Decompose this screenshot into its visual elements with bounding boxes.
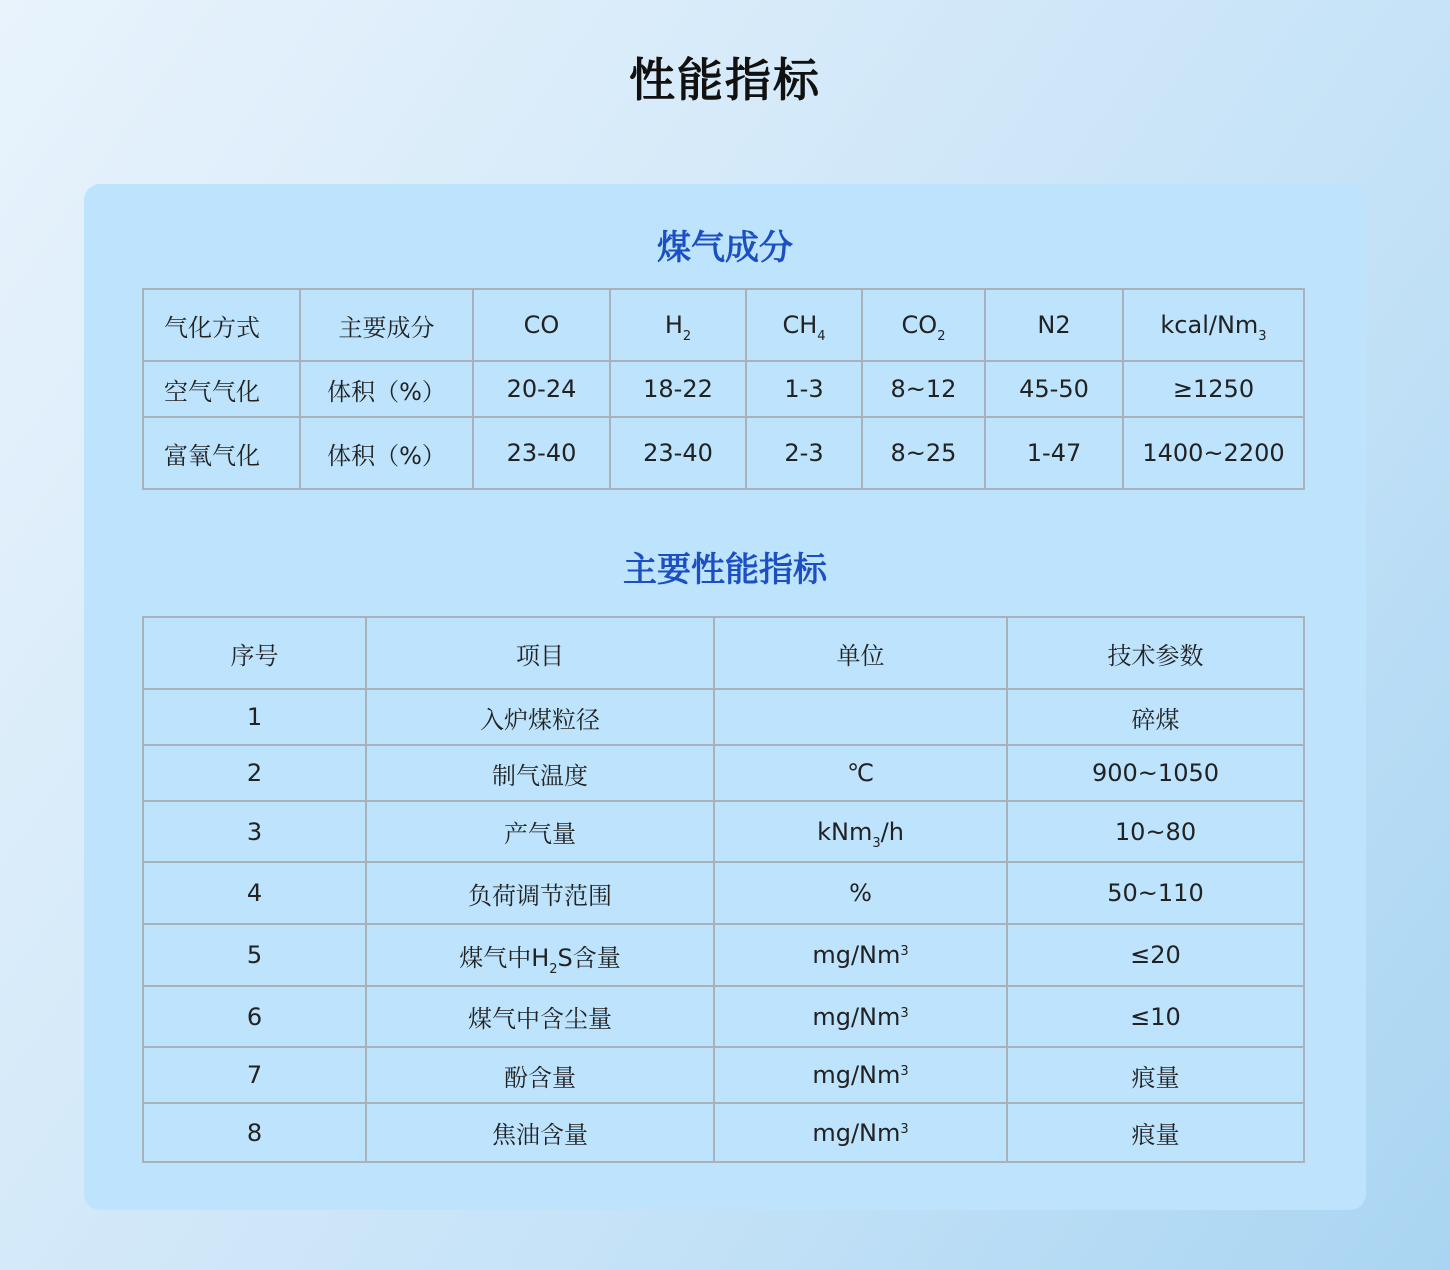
page-title: 性能指标 [629,53,821,107]
column-header-label: 气化方式 [164,313,260,342]
table-cell: 23-40 [610,417,746,489]
unit-label: mg/Nm [812,1002,901,1031]
item-cell [366,862,714,924]
column-header: 技术参数 [1007,617,1304,689]
table-cell: 8~25 [862,417,985,489]
value-cell: 900~1050 [1007,745,1304,801]
table-cell: 23-40 [473,417,610,489]
gas-composition-title: 煤气成分 [657,228,793,268]
row-number: 3 [143,801,366,862]
column-header [862,289,985,361]
table-cell: 体积（%） [300,361,473,417]
column-header [610,289,746,361]
column-header-label: CO [523,311,560,339]
value-cell: 痕量 [1007,1103,1304,1162]
item-label-suffix: S含量 [557,943,621,972]
item-label: 煤气中H [459,943,550,972]
value-cell: 碎煤 [1007,689,1304,745]
table-header-row [143,617,1304,689]
unit-cell [714,1047,1007,1103]
table-row [143,417,1304,489]
column-header-label: CO [901,311,938,339]
table-cell: 1400~2200 [1123,417,1304,489]
table-cell: 45-50 [985,361,1123,417]
row-number: 1 [143,689,366,745]
unit-label: mg/Nm [812,1118,901,1147]
item-label: 煤气中含尘量 [468,1005,612,1033]
item-cell [366,745,714,801]
row-number: 2 [143,745,366,801]
superscript: 3 [900,1005,909,1021]
table-cell: 1-3 [746,361,862,417]
column-header: 单位 [714,617,1007,689]
item-cell [366,801,714,862]
row-number: 5 [143,924,366,986]
value-cell: 50~110 [1007,862,1304,924]
table-row [143,361,1304,417]
table-cell: ≥1250 [1123,361,1304,417]
subscript: 3 [1258,329,1267,344]
item-cell [366,1103,714,1162]
column-header [143,289,300,361]
table-row [143,1103,1304,1162]
unit-label: ℃ [847,759,874,787]
performance-table [142,616,1305,1163]
table-cell: 1-47 [985,417,1123,489]
unit-cell [714,689,1007,745]
column-header [746,289,862,361]
superscript: 3 [900,944,909,959]
row-number: 7 [143,1047,366,1103]
value-cell: 10~80 [1007,801,1304,862]
item-label: 酚含量 [504,1063,576,1092]
item-label: 制气温度 [492,761,588,790]
row-number: 8 [143,1103,366,1162]
table-row [143,1047,1304,1103]
column-header [473,289,610,361]
gas-composition-table [142,288,1305,490]
column-header [1123,289,1304,361]
table-cell: 富氧气化 [143,417,300,489]
unit-suffix: /h [880,817,904,846]
value-cell: ≤10 [1007,986,1304,1047]
subscript: 2 [549,961,558,977]
row-number: 4 [143,862,366,924]
unit-cell [714,924,1007,986]
value-cell: 痕量 [1007,1047,1304,1103]
unit-cell [714,801,1007,862]
row-number: 6 [143,986,366,1047]
subscript: 3 [872,835,881,851]
unit-label: mg/Nm [812,1061,901,1089]
content-panel [84,184,1366,1210]
table-cell: 2-3 [746,417,862,489]
column-header: 项目 [366,617,714,689]
column-header [300,289,473,361]
unit-label: mg/Nm [812,941,901,969]
subscript: 2 [682,329,692,344]
subscript: 2 [937,329,946,344]
subscript: 4 [817,329,826,344]
item-cell [366,689,714,745]
column-header-label: 主要成分 [338,313,435,342]
item-label: 产气量 [504,820,576,848]
item-cell [366,986,714,1047]
table-row [143,689,1304,745]
table-cell: 体积（%） [300,417,473,489]
item-label: 入炉煤粒径 [480,705,600,734]
superscript: 3 [900,1064,909,1079]
unit-cell [714,986,1007,1047]
unit-cell [714,1103,1007,1162]
column-header: 序号 [143,617,366,689]
performance-title: 主要性能指标 [623,550,827,590]
unit-label: kNm [817,817,873,846]
table-row [143,986,1304,1047]
column-header-label: kcal/Nm [1160,311,1259,339]
column-header-label: N2 [1037,311,1071,339]
unit-label: % [849,879,872,907]
table-cell: 20-24 [473,361,610,417]
item-cell [366,1047,714,1103]
unit-cell [714,862,1007,924]
column-header-label: CH [782,311,818,339]
table-row [143,862,1304,924]
item-cell [366,924,714,986]
column-header-label: H [664,311,683,339]
table-cell: 8~12 [862,361,985,417]
value-cell: ≤20 [1007,924,1304,986]
unit-cell [714,745,1007,801]
item-label: 焦油含量 [492,1121,588,1149]
table-row [143,801,1304,862]
table-row [143,745,1304,801]
table-cell: 18-22 [610,361,746,417]
table-cell: 空气气化 [143,361,300,417]
superscript: 3 [900,1121,909,1137]
item-label: 负荷调节范围 [468,881,612,910]
table-header-row [143,289,1304,361]
table-row [143,924,1304,986]
column-header [985,289,1123,361]
